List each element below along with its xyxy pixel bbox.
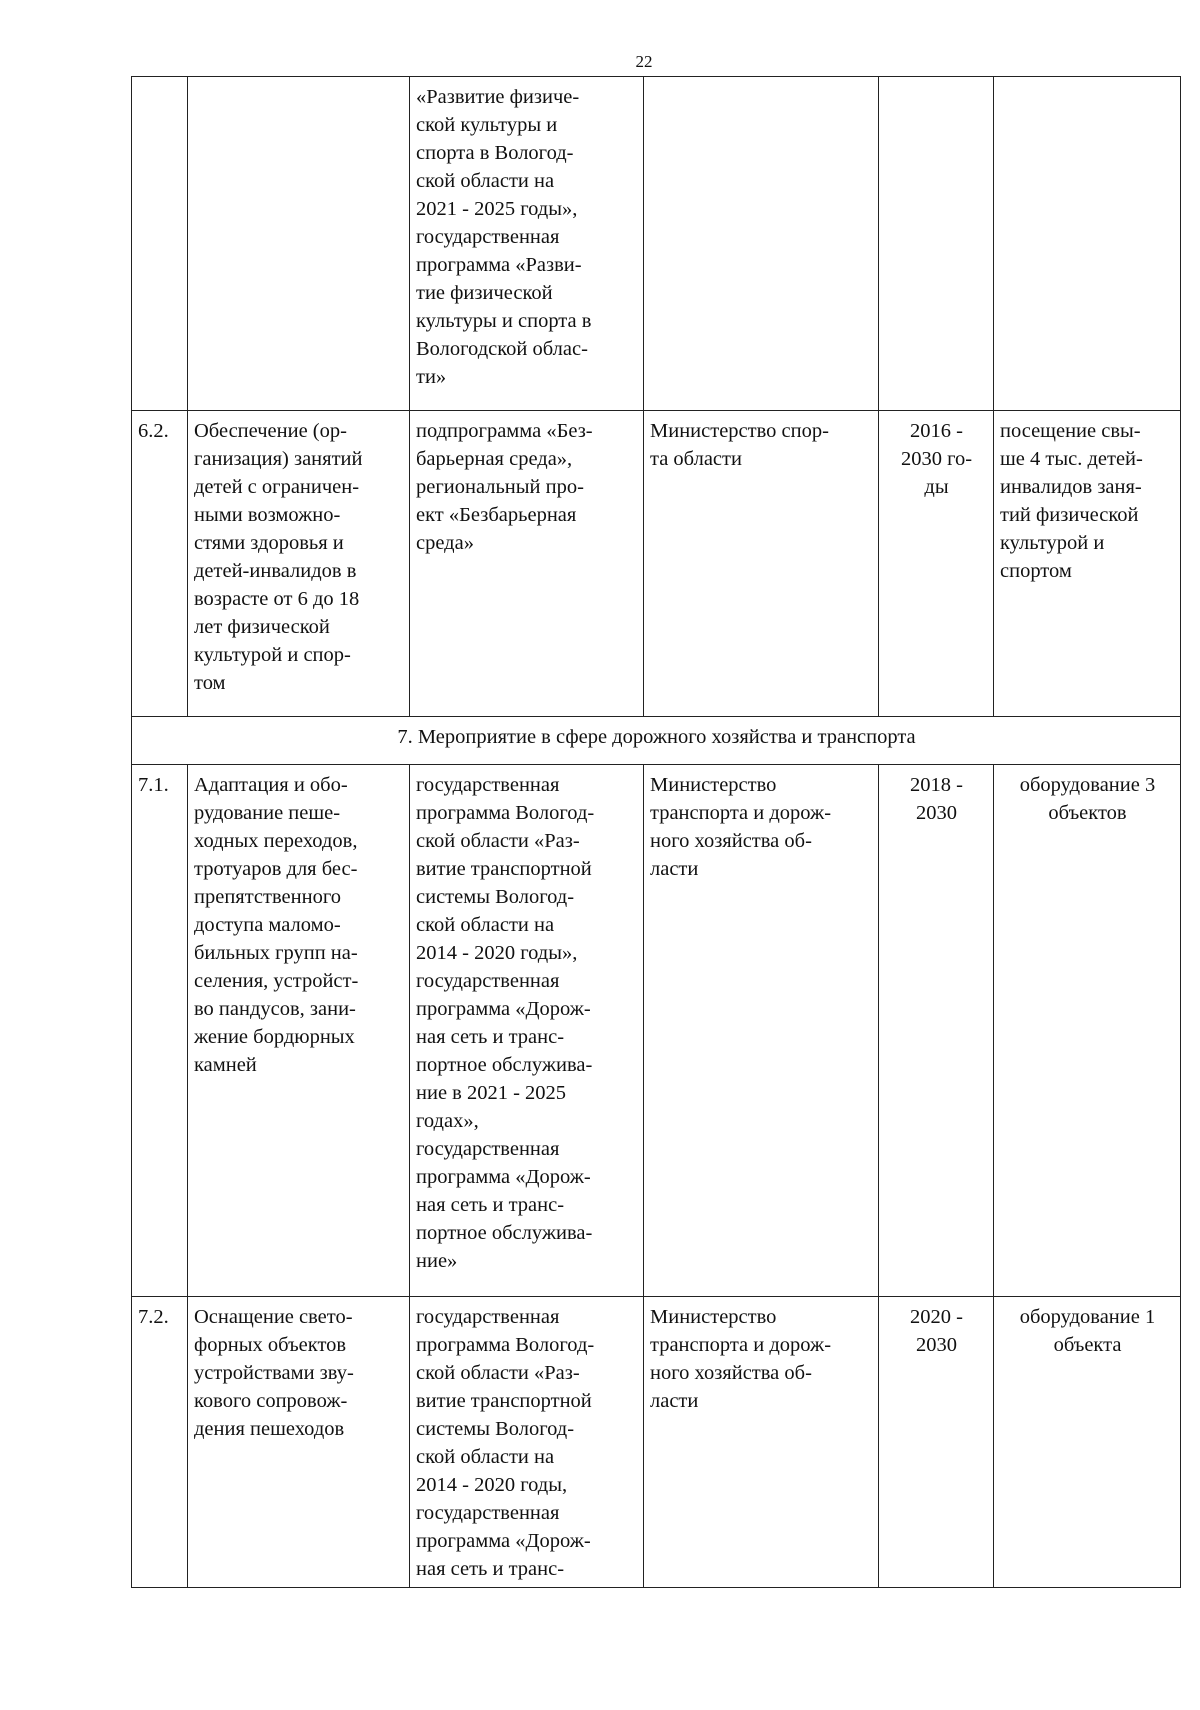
cell-text-line: тие физической <box>416 282 553 304</box>
cell-text-line: программа «Дорож- <box>416 998 591 1020</box>
result-cell <box>994 765 1181 1297</box>
program-cell <box>410 77 644 411</box>
cell-text-line: ласти <box>650 858 699 880</box>
row-number-cell: 6.2. <box>132 411 188 717</box>
cell-text-line: ного хозяйства об- <box>650 1362 812 1384</box>
program-cell <box>410 1297 644 1588</box>
row-number-cell <box>132 77 188 411</box>
cell-text-line: государственная <box>416 1502 560 1524</box>
cell-text-line: транспорта и дорож- <box>650 1334 832 1356</box>
row-number-cell: 7.2. <box>132 1297 188 1588</box>
cell-text-line: 2030 <box>916 1334 957 1356</box>
cell-text-line: программа «Разви- <box>416 254 582 276</box>
cell-text-line: ской области «Раз- <box>416 1362 580 1384</box>
cell-text-line: программа Вологод- <box>416 1334 595 1356</box>
cell-text-line: тий физической <box>1000 504 1139 526</box>
cell-text-line: та области <box>650 448 742 470</box>
measure-name-cell <box>188 765 410 1297</box>
cell-text-line: ской области «Раз- <box>416 830 580 852</box>
cell-text-line: системы Вологод- <box>416 1418 575 1440</box>
section-title: 7. Мероприятие в сфере дорожного хозяйства и транспорта <box>132 717 1181 765</box>
cell-text-line: Обеспечение (ор- <box>194 420 347 442</box>
cell-text-line: ными возможно- <box>194 504 341 526</box>
cell-text-line: государственная <box>416 1306 560 1328</box>
cell-text-line: Адаптация и обо- <box>194 774 348 796</box>
cell-text-line: доступа маломо- <box>194 914 341 936</box>
cell-text-line: рудование пеше- <box>194 802 341 824</box>
cell-text-line: ской культуры и <box>416 114 558 136</box>
cell-text-line: ской области на <box>416 914 555 936</box>
cell-text-line: Министерство <box>650 1306 777 1328</box>
cell-text-line: во пандусов, зани- <box>194 998 356 1020</box>
page-number: 22 <box>635 52 653 71</box>
section-row <box>132 717 1181 765</box>
measure-name-cell <box>188 411 410 717</box>
cell-text-line: ходных переходов, <box>194 830 358 852</box>
cell-text-line: бильных групп на- <box>194 942 358 964</box>
result-cell <box>994 1297 1181 1588</box>
period-cell <box>879 1297 994 1588</box>
cell-text-line: ше 4 тыс. детей- <box>1000 448 1143 470</box>
cell-text-line: ного хозяйства об- <box>650 830 812 852</box>
cell-text-line: ная сеть и транс- <box>416 1558 565 1580</box>
cell-text-line: жение бордюрных <box>194 1026 355 1048</box>
cell-text-line: портное обслужива- <box>416 1054 593 1076</box>
cell-text-line: «Развитие физиче- <box>416 86 580 108</box>
cell-text-line: государственная <box>416 774 560 796</box>
cell-text-line: ная сеть и транс- <box>416 1026 565 1048</box>
cell-text-line: 2014 - 2020 годы, <box>416 1474 568 1496</box>
measures-table <box>131 76 1181 1588</box>
cell-text-line: среда» <box>416 532 474 554</box>
table-row <box>132 77 1181 411</box>
cell-text-line: стями здоровья и <box>194 532 344 554</box>
cell-text-line: посещение свы- <box>1000 420 1141 442</box>
cell-text-line: детей с ограничен- <box>194 476 360 498</box>
cell-text-line: государственная <box>416 226 560 248</box>
executor-cell <box>644 765 879 1297</box>
table-row <box>132 765 1181 1297</box>
cell-text-line: тротуаров для бес- <box>194 858 358 880</box>
cell-text-line: Оснащение свето- <box>194 1306 353 1328</box>
cell-text-line: инвалидов заня- <box>1000 476 1142 498</box>
cell-text-line: витие транспортной <box>416 858 592 880</box>
cell-text-line: дения пешеходов <box>194 1418 345 1440</box>
cell-text-line: ганизация) занятий <box>194 448 363 470</box>
period-cell <box>879 411 994 717</box>
cell-text-line: камней <box>194 1054 257 1076</box>
cell-text-line: ти» <box>416 366 447 388</box>
cell-text-line: объектов <box>1048 802 1127 824</box>
measure-name-cell <box>188 1297 410 1588</box>
cell-text-line: селения, устройст- <box>194 970 359 992</box>
program-cell <box>410 765 644 1297</box>
measure-name-cell <box>188 77 410 411</box>
cell-text-line: 2016 - <box>910 420 963 442</box>
cell-text-line: региональный про- <box>416 476 584 498</box>
cell-text-line: оборудование 1 <box>1019 1306 1156 1328</box>
period-cell <box>879 765 994 1297</box>
cell-text-line: ской области на <box>416 1446 555 1468</box>
cell-text-line: 2030 го- <box>900 448 973 470</box>
cell-text-line: возрасте от 6 до 18 <box>194 588 360 610</box>
executor-cell <box>644 77 879 411</box>
cell-text-line: 2020 - <box>910 1306 963 1328</box>
cell-text-line: лет физической <box>194 616 330 638</box>
cell-text-line: витие транспортной <box>416 1390 592 1412</box>
cell-text-line: культуры и спорта в <box>416 310 592 332</box>
cell-text-line: системы Вологод- <box>416 886 575 908</box>
cell-text-line: форных объектов <box>194 1334 347 1356</box>
cell-text-line: транспорта и дорож- <box>650 802 832 824</box>
cell-text-line: Вологодской облас- <box>416 338 588 360</box>
executor-cell <box>644 1297 879 1588</box>
cell-text-line: оборудование 3 <box>1019 774 1156 796</box>
cell-text-line: объекта <box>1053 1334 1122 1356</box>
period-cell <box>879 77 994 411</box>
program-cell <box>410 411 644 717</box>
result-cell <box>994 411 1181 717</box>
cell-text-line: программа Вологод- <box>416 802 595 824</box>
cell-text-line: Министерство <box>650 774 777 796</box>
cell-text-line: спорта в Вологод- <box>416 142 574 164</box>
cell-text-line: ласти <box>650 1390 699 1412</box>
executor-cell <box>644 411 879 717</box>
cell-text-line: ект «Безбарьерная <box>416 504 577 526</box>
cell-text-line: ная сеть и транс- <box>416 1194 565 1216</box>
cell-text-line: государственная <box>416 970 560 992</box>
result-cell <box>994 77 1181 411</box>
cell-text-line: государственная <box>416 1138 560 1160</box>
table-row <box>132 411 1181 717</box>
cell-text-line: ние» <box>416 1250 458 1272</box>
cell-text-line: культурой и спор- <box>194 644 351 666</box>
cell-text-line: ние в 2021 - 2025 <box>416 1082 567 1104</box>
table-row <box>132 1297 1181 1588</box>
cell-text-line: годах», <box>416 1110 479 1132</box>
row-number-cell: 7.1. <box>132 765 188 1297</box>
cell-text-line: спортом <box>1000 560 1072 582</box>
cell-text-line: портное обслужива- <box>416 1222 593 1244</box>
cell-text-line: том <box>194 672 226 694</box>
cell-text-line: детей-инвалидов в <box>194 560 357 582</box>
cell-text-line: Министерство спор- <box>650 420 829 442</box>
cell-text-line: программа «Дорож- <box>416 1530 591 1552</box>
cell-text-line: барьерная среда», <box>416 448 573 470</box>
cell-text-line: 2030 <box>916 802 957 824</box>
cell-text-line: кового сопровож- <box>194 1390 348 1412</box>
cell-text-line: культурой и <box>1000 532 1105 554</box>
cell-text-line: 2018 - <box>910 774 963 796</box>
cell-text-line: 2021 - 2025 годы», <box>416 198 578 220</box>
cell-text-line: подпрограмма «Без- <box>416 420 593 442</box>
cell-text-line: ской области на <box>416 170 555 192</box>
cell-text-line: ды <box>924 476 949 498</box>
cell-text-line: программа «Дорож- <box>416 1166 591 1188</box>
cell-text-line: 2014 - 2020 годы», <box>416 942 578 964</box>
cell-text-line: устройствами зву- <box>194 1362 354 1384</box>
cell-text-line: препятственного <box>194 886 341 908</box>
